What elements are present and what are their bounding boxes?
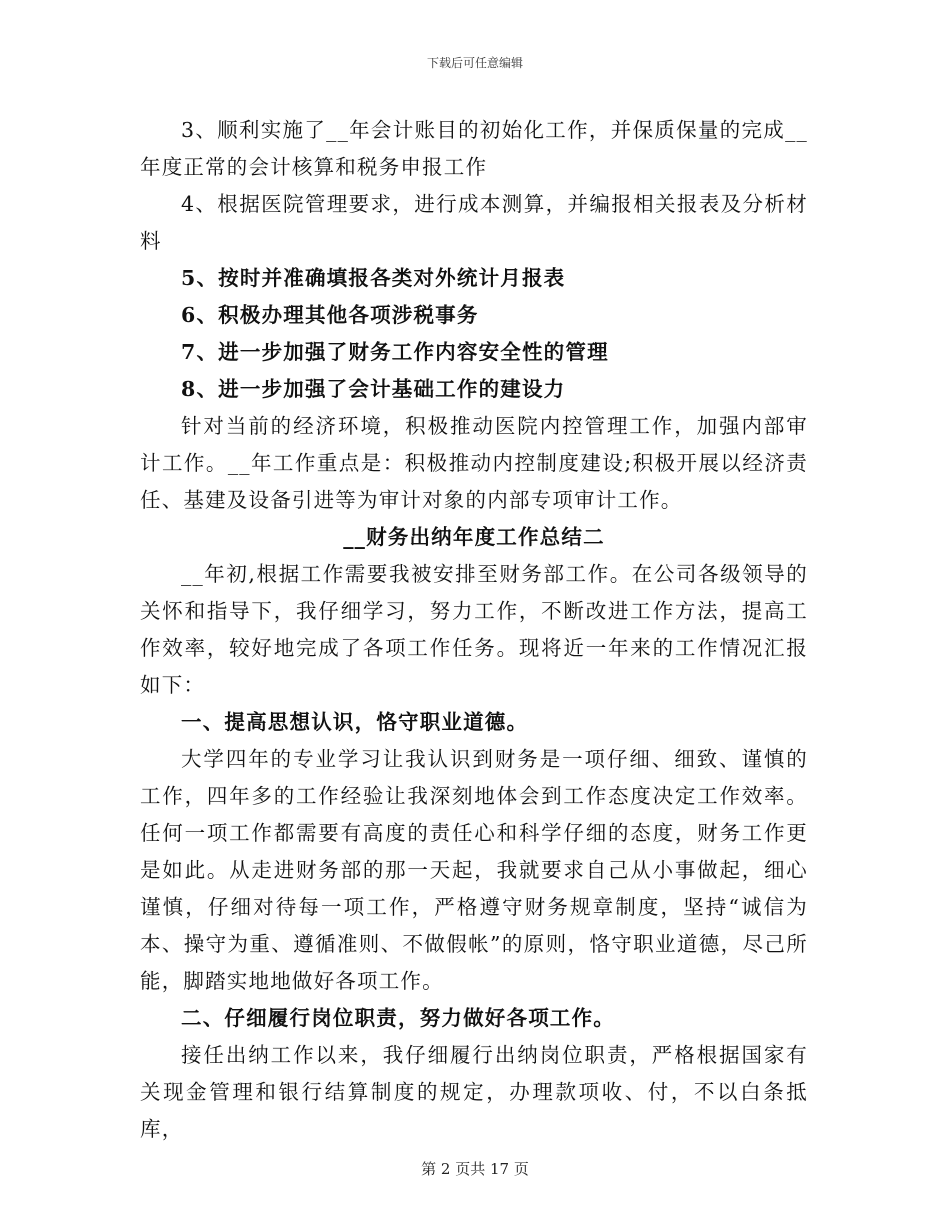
paragraph-bold: 5、按时并准确填报各类对外统计月报表 — [181, 266, 566, 290]
section-heading: 二、仔细履行岗位职责，努力做好各项工作。 — [181, 1006, 615, 1030]
paragraph: __年初,根据工作需要我被安排至财务部工作。在公司各级领导的关怀和指导下，我仔细学习，努力工作，不断改进工作方法，提高工作效率，较好地完成了各项工作任务。现将近一年来的工作情况汇报如下： — [140, 562, 808, 697]
paragraph: 针对当前的经济环境，积极推动医院内控管理工作，加强内部审计工作。__年工作重点是：积极推动内控制度建设;积极开展以经济责任、基建及设备引进等为审计对象的内部专项审计工作。 — [140, 414, 808, 512]
document-body — [140, 112, 808, 1148]
paragraph-bold: 7、进一步加强了财务工作内容安全性的管理 — [181, 340, 609, 364]
section-title: __财务出纳年度工作总结二 — [343, 525, 605, 549]
paragraph: 接任出纳工作以来，我仔细履行出纳岗位职责，严格根据国家有关现金管理和银行结算制度的规定，办理款项收、付，不以白条抵库， — [140, 1043, 808, 1141]
page-header: 下载后可任意编辑 — [426, 56, 523, 70]
paragraph: 大学四年的专业学习让我认识到财务是一项仔细、细致、谨慎的工作，四年多的工作经验让我深刻地体会到工作态度决定工作效率。任何一项工作都需要有高度的责任心和科学仔细的态度，财务工作更是如此。从走进财务部的那一天起，我就要求自己从小事做起，细心谨慎，仔细对待每一项工作，严格遵守财务规章制度，坚持“诚信为本、操守为重、遵循准则、不做假帐”的原则，恪守职业道德，尽己所能，脚踏实地地做好各项工作。 — [140, 747, 808, 993]
paragraph-bold: 8、进一步加强了会计基础工作的建设力 — [181, 377, 566, 401]
paragraph: 4、根据医院管理要求，进行成本测算，并编报相关报表及分析材料 — [140, 192, 808, 253]
section-heading: 一、提高思想认识，恪守职业道德。 — [181, 710, 529, 734]
paragraph-bold: 6、积极办理其他各项涉税事务 — [181, 303, 479, 327]
page-footer: 第 2 页共 17 页 — [421, 1160, 529, 1178]
paragraph: 3、顺利实施了__年会计账目的初始化工作，并保质保量的完成__年度正常的会计核算和税务申报工作 — [140, 118, 808, 179]
